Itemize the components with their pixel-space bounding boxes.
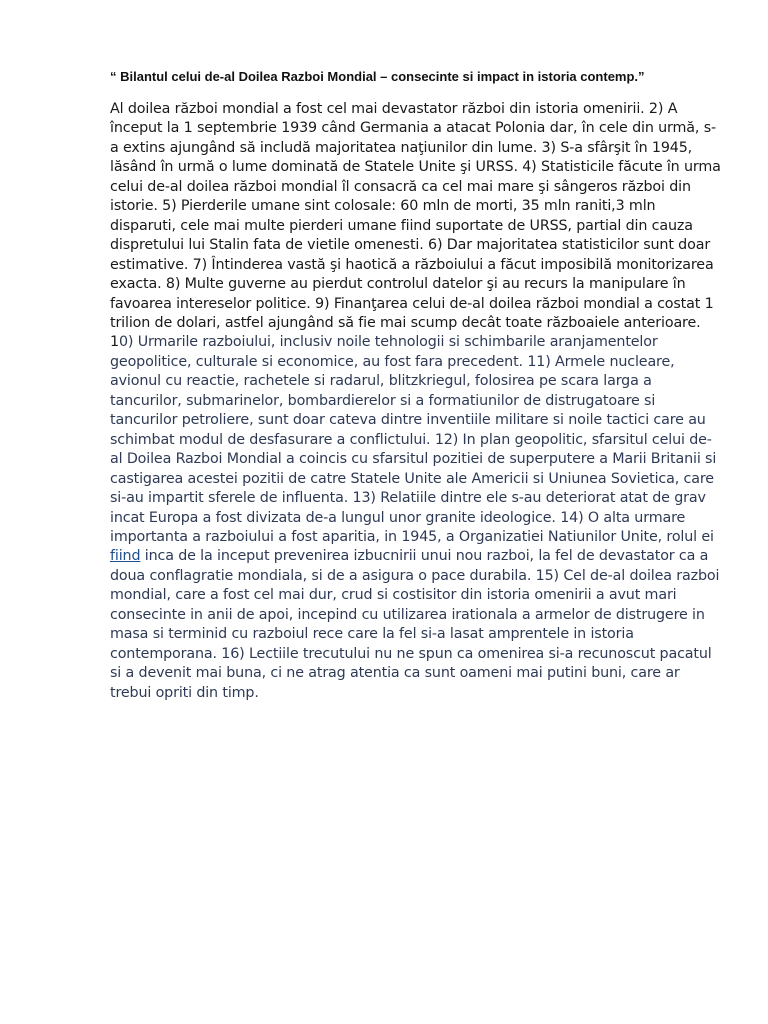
body-text-part-3: inca de la inceput prevenirea izbucnirii unui nou razboi, la fel de devastator ca a doua conflagratie mondiala, si de a asigura o pace durabila. 15) Cel de-al doilea razboi mondial, care a fost cel mai dur, crud si costisitor din istoria omenirii a avut mari consecinte in anii de apoi, incepind cu utilizarea irationala a armelor de distrugere in masa si terminid cu razboiul rece care la fel si-a lasat amprentele in istoria contemporana. 16) Lectiile trecutului nu ne spun ca omenirea si-a recunoscut pacatul si a devenit mai buna, ci ne atrag atentia ca sunt oameni mai putini buni, care ar trebui opriti din timp. bbox=[110, 548, 720, 701]
document-body bbox=[110, 100, 722, 703]
document-title: “ Bilantul celui de-al Doilea Razboi Mondial – consecinte si impact in istoria contemp.” bbox=[110, 69, 645, 84]
body-text-part-1: Al doilea război mondial a fost cel mai devastator război din istoria omenirii. 2) A început la 1 septembrie 1939 când Germania a atacat Polonia dar, în cele din urmă, s-a extins ajungând să includă majoritatea naţiunilor din lume. 3) S-a sfârşit în 1945, lăsând în urmă o lume dominată de Statele Unite şi URSS. 4) Statisticile făcute în urma celui de-al doilea război mondial îl consacră ca cel mai mare şi sângeros război din istorie. 5) Pierderile umane sint colosale: 60 mln de morti, 35 mln raniti,3 mln disparuti, cele mai multe pierderi umane fiind suportate de URSS, partial din cauza dispretului lui Stalin fata de vietile omenesti. 6) Dar majoritatea statisticilor sunt doar estimative. 7) Întinderea vastă şi haotică a războiului a făcut imposibilă monitorizarea exacta. 8) Multe guverne au pierdut controlul datelor şi au recurs la manipulare în favoarea intereselor politice. 9) Finanţarea celui de-al doilea război mondial a costat 1 trilion de dolari, astfel ajungând să fie mai scump decât toate războaiele anterioare. 1 bbox=[110, 101, 721, 351]
body-text-part-2: 0) Urmarile razboiului, inclusiv noile tehnologii si schimbarile aranjamentelor geopolitice, culturale si economice, au fost fara precedent. 11) Armele nucleare, avionul cu reactie, rachetele si radarul, blitzkriegul, folosirea pe scara larga a tancurilor, submarinelor, bombardierelor si a formatiunilor de distrugatoare si tancurilor petroliere, sunt doar cateva dintre inventiile militare si noile tactici care au schimbat modul de desfasurare a conflictului. 12) In plan geopolitic, sfarsitul celui de-al Doilea Razboi Mondial a coincis cu sfarsitul pozitiei de superputere a Marii Britanii si castigarea acestei pozitii de catre Statele Unite ale Americii si Uniunea Sovietica, care si-au impartit sferele de influenta. 13) Relatiile dintre ele s-au deteriorat atat de grav incat Europa a fost divizata de-a lungul unor granite ideologice. 14) O alta urmare importanta a razboiului a fost aparitia, in 1945, a Organizatiei Natiunilor Unite, rolul ei bbox=[110, 334, 717, 545]
fiind-link[interactable]: fiind bbox=[110, 548, 141, 565]
